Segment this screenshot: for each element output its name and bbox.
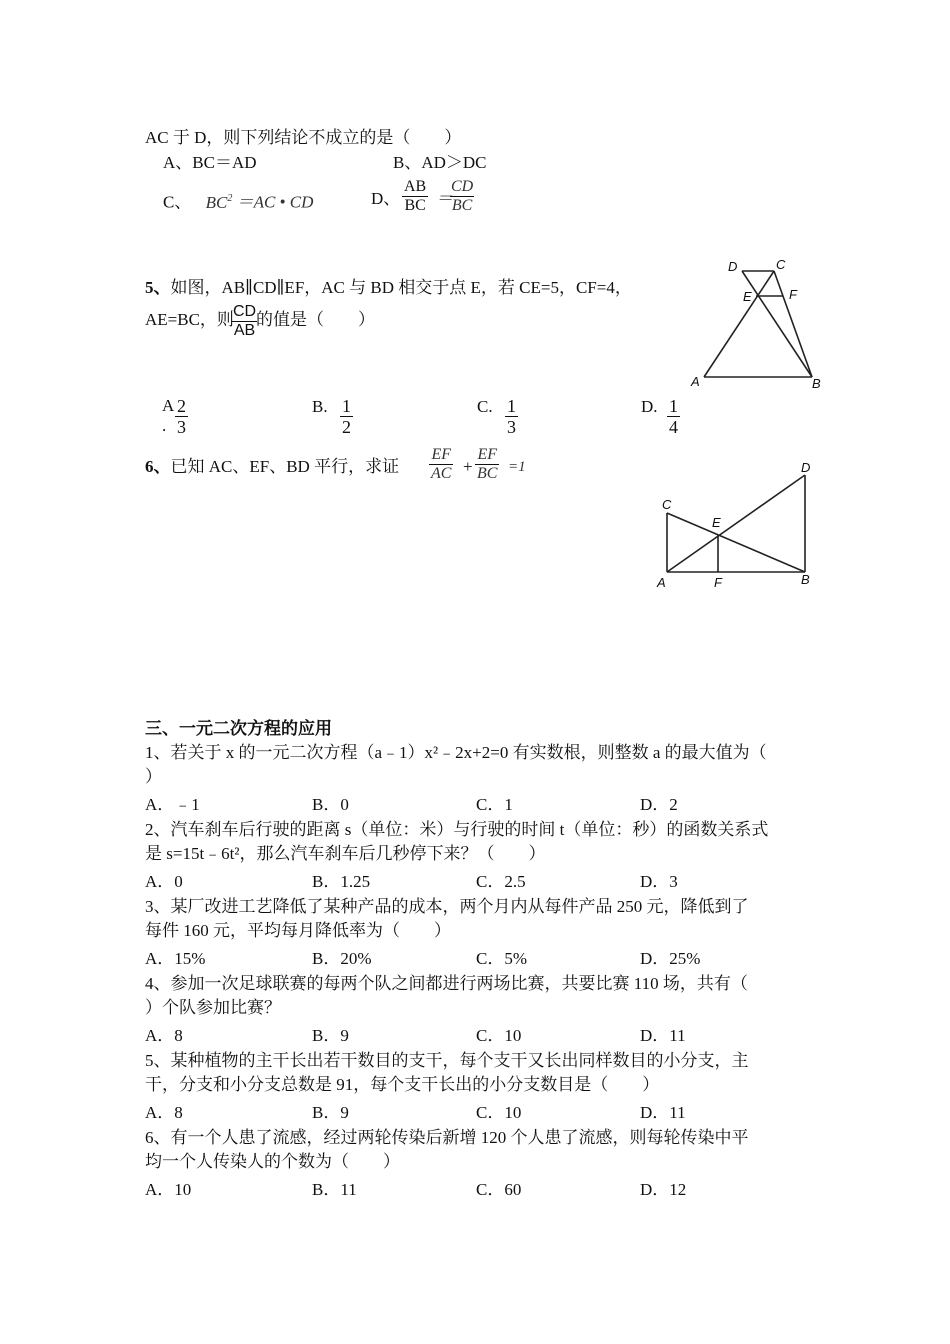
q6-fraction-1 (429, 446, 453, 483)
q4-option-d-prefix: D、 (371, 189, 401, 208)
q4-option-c-expr-sup: 2 (227, 193, 233, 204)
q6-statement: 已知 AC、EF、BD 平行，求证 (170, 457, 400, 476)
q5-text-2b: 的值是（ ） (256, 310, 375, 329)
q4-option-c-expr-a: BC (205, 192, 228, 212)
q5-option-b-label: B. (312, 397, 328, 416)
q5-fraction (231, 303, 258, 340)
s3-question-1-option-c: C．1 (476, 795, 513, 814)
q5-line-1 (145, 277, 632, 299)
q5-option-d-fraction (667, 396, 680, 437)
q6-number: 6、 (145, 457, 171, 476)
fraction-denominator: 3 (177, 417, 186, 437)
q6-plus: + (463, 457, 473, 476)
s3-question-3-line-2: 每件 160 元，平均每月降低率为（ ） (145, 921, 451, 940)
fraction-numerator: 1 (507, 396, 516, 416)
q5-number: 5、 (145, 278, 171, 297)
s3-question-2-line-1: 2、汽车刹车后行驶的距离 s（单位：米）与行驶的时间 t（单位：秒）的函数关系式 (145, 820, 769, 839)
q4-option-b: B、AD＞DC (393, 153, 487, 172)
fraction-denominator: 3 (507, 417, 516, 437)
q4-option-c-prefix: C、 (163, 192, 192, 212)
q5-option-a-label: A . (162, 396, 175, 435)
fraction-numerator: 1 (342, 396, 351, 416)
fraction-denominator: BC (404, 197, 426, 214)
s3-question-4-option-a: A．8 (145, 1026, 183, 1045)
s3-question-6-option-d: D．12 (640, 1180, 687, 1199)
fraction-numerator: CD (233, 303, 257, 320)
q6-text (145, 456, 399, 478)
s3-question-2-option-d: D．3 (640, 872, 678, 891)
point-label-c: C (662, 497, 672, 512)
s3-question-5-option-b: B．9 (312, 1103, 349, 1122)
s3-question-4-line-1: 4、参加一次足球联赛的每两个队之间都进行两场比赛，共要比赛 110 场，共有（ (145, 974, 748, 993)
s3-question-5-option-d: D．11 (640, 1103, 686, 1122)
s3-question-3-option-d: D．25% (640, 949, 701, 968)
s3-question-4-option-d: D．11 (640, 1026, 686, 1045)
q5-option-c-fraction (505, 396, 518, 437)
q5-trapezoid-figure (690, 255, 830, 395)
point-label-b: B (812, 376, 821, 391)
s3-question-5-option-a: A．8 (145, 1103, 183, 1122)
s3-question-4-option-b: B．9 (312, 1026, 349, 1045)
s3-question-1-option-b: B．0 (312, 795, 349, 814)
s3-question-3-option-a: A．15% (145, 949, 206, 968)
q5-text-1: 如图，AB∥CD∥EF，AC 与 BD 相交于点 E，若 CE=5，CF=4， (170, 278, 632, 297)
s3-question-5-line-2: 干，分支和小分支总数是 91，每个支干长出的小分支数目是（ ） (145, 1075, 660, 1094)
s3-question-2-option-a: A．0 (145, 872, 183, 891)
fraction-denominator: AB (233, 322, 256, 339)
q6-parallel-lines-figure (650, 455, 825, 595)
fraction-numerator: 2 (177, 396, 186, 416)
s3-question-6-option-a: A．10 (145, 1180, 192, 1199)
point-label-f: F (714, 575, 722, 590)
s3-question-2-option-b: B．1.25 (312, 872, 371, 891)
q4-option-d-fraction-2 (449, 178, 475, 215)
fraction-numerator: AB (404, 178, 427, 195)
s3-question-6-option-b: B．11 (312, 1180, 357, 1199)
s3-question-6-line-2: 均一个人传染人的个数为（ ） (145, 1152, 400, 1171)
point-label-d: D (801, 460, 811, 475)
s3-question-3-option-b: B．20% (312, 949, 372, 968)
point-label-c: C (776, 257, 786, 272)
segment-db (742, 271, 812, 377)
segment-ad (667, 475, 805, 572)
s3-question-4-line-2: ）个队参加比赛？ (145, 998, 281, 1017)
s3-question-1-option-d: D．2 (640, 795, 678, 814)
q5-option-a-fraction (175, 396, 188, 437)
fraction-numerator: CD (451, 178, 474, 195)
s3-question-3-line-1: 3、某厂改进工艺降低了某种产品的成本，两个月内从每件产品 250 元，降低到了 (145, 897, 749, 916)
q4-option-a: A、BC＝AD (163, 153, 257, 172)
fraction-denominator: BC (477, 465, 498, 482)
s3-question-6-line-1: 6、有一个人患了流感，经过两轮传染后新增 120 个人患了流感，则每轮传染中平 (145, 1128, 749, 1147)
fraction-numerator: EF (477, 446, 497, 463)
q6-equals-one: =1 (508, 459, 526, 475)
fraction-denominator: BC (451, 197, 473, 214)
point-label-e: E (743, 289, 752, 304)
segment-ac (704, 271, 774, 377)
q4-option-c-expr-b: ＝AC • CD (236, 192, 314, 212)
section-3-title: 三、一元二次方程的应用 (145, 719, 332, 738)
s3-question-5-line-1: 5、某种植物的主干长出若干数目的支干，每个支干又长出同样数目的小分支，主 (145, 1051, 749, 1070)
q4-option-d-fraction-1 (402, 178, 428, 215)
point-label-d: D (728, 259, 738, 274)
s3-question-4-option-c: C．10 (476, 1026, 522, 1045)
s3-question-5-option-c: C．10 (476, 1103, 522, 1122)
q4-option-d-equals: ＝ (436, 189, 453, 208)
point-label-a: A (691, 374, 700, 389)
q6-fraction-2 (475, 446, 499, 483)
fraction-numerator: EF (431, 446, 451, 463)
point-label-f: F (789, 287, 797, 302)
q5-option-b-fraction (340, 396, 353, 437)
q5-text-2a: AE=BC，则 (145, 310, 234, 329)
s3-question-3-option-c: C．5% (476, 949, 527, 968)
s3-question-2-line-2: 是 s=15t﹣6t²，那么汽车刹车后几秒停下来？（ ） (145, 844, 546, 863)
s3-question-2-option-c: C．2.5 (476, 872, 526, 891)
fraction-denominator: 4 (669, 417, 678, 437)
q5-option-d-label: D. (641, 397, 658, 416)
q5-option-c-label: C. (477, 397, 493, 416)
q4-option-c (163, 188, 313, 214)
segment-cb (667, 513, 805, 572)
q4-question-text: AC 于 D，则下列结论不成立的是（ ） (145, 128, 462, 147)
point-label-a: A (657, 575, 666, 590)
fraction-denominator: 2 (342, 417, 351, 437)
fraction-denominator: AC (431, 465, 452, 482)
point-label-b: B (801, 572, 810, 587)
s3-question-1-line-1: 1、若关于 x 的一元二次方程（a﹣1）x²﹣2x+2=0 有实数根，则整数 a 的最大值为（ (145, 743, 767, 762)
s3-question-1-option-a: A．﹣1 (145, 795, 200, 814)
s3-question-1-line-2: ） (145, 767, 162, 786)
point-label-e: E (712, 515, 721, 530)
fraction-numerator: 1 (669, 396, 678, 416)
s3-question-6-option-c: C．60 (476, 1180, 522, 1199)
